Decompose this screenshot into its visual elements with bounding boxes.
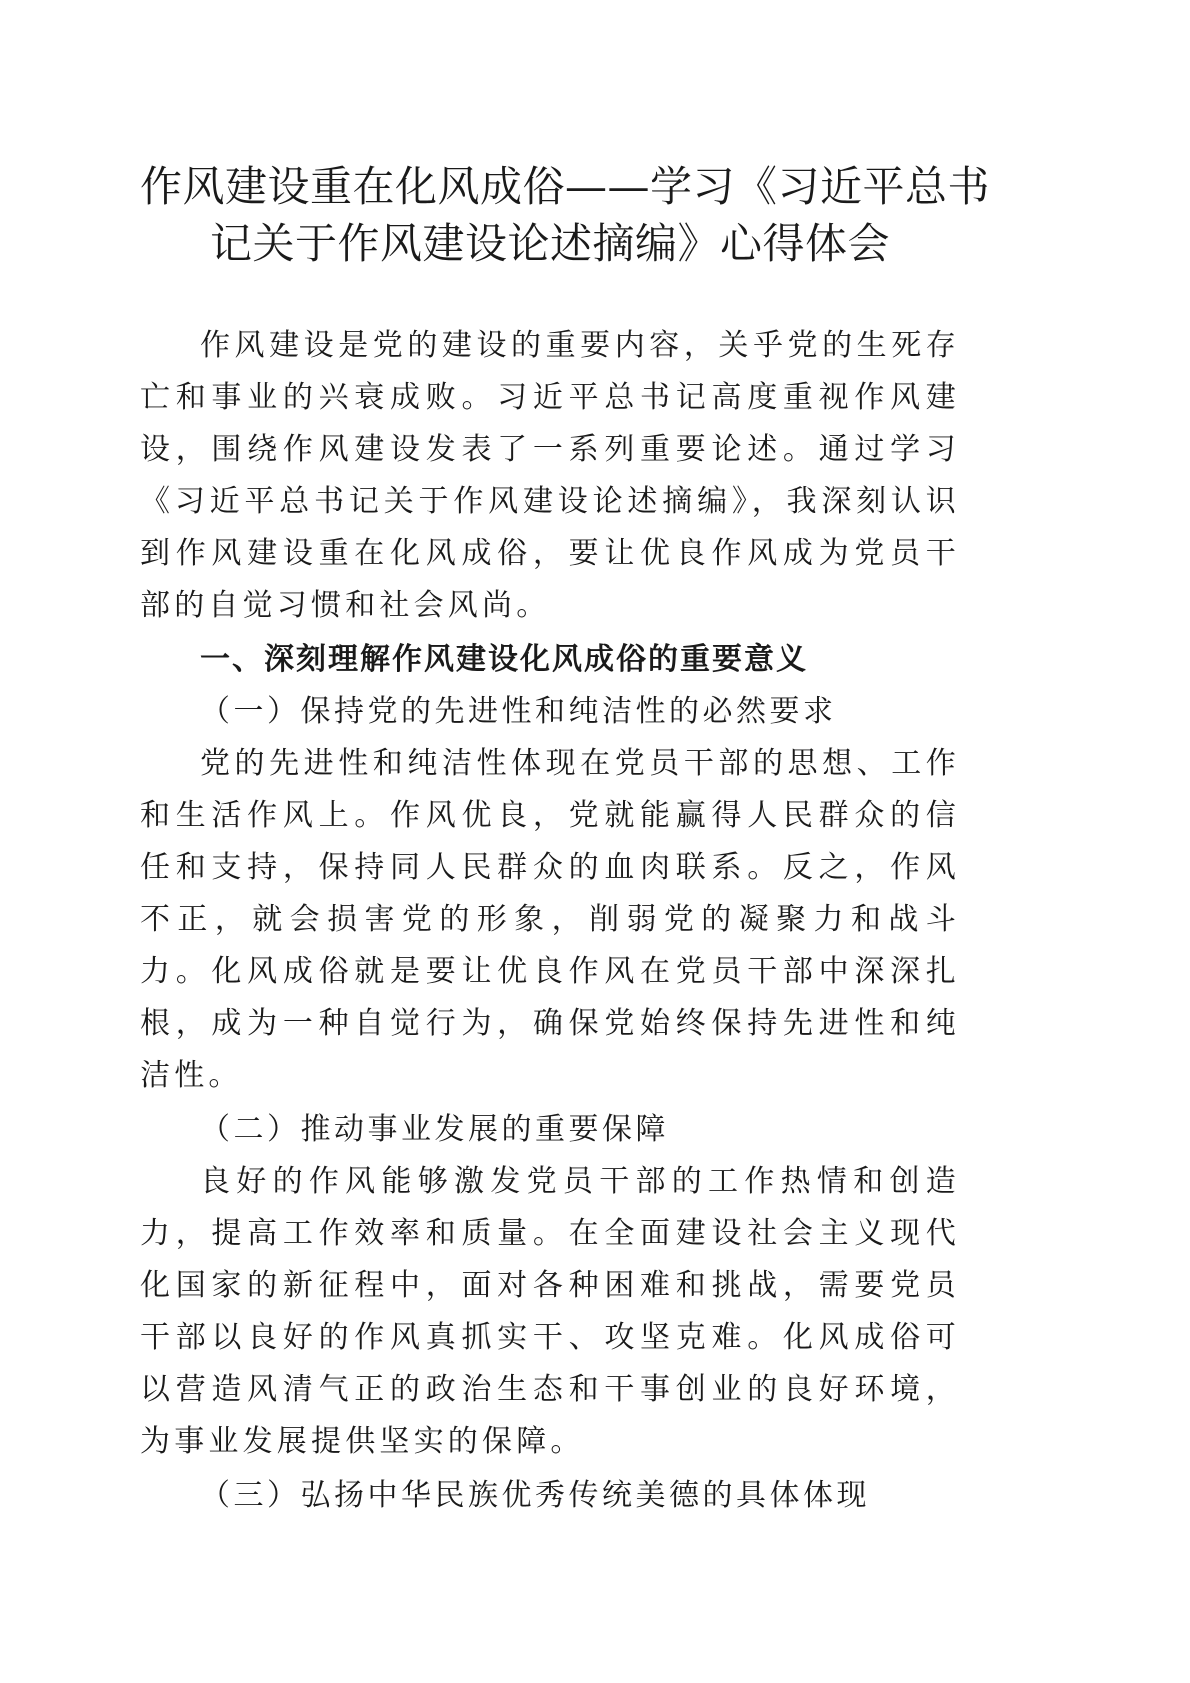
document-body	[140, 320, 960, 1522]
title-line-2: 记关于作风建设论述摘编》心得体会	[209, 219, 890, 268]
subsection-1-paragraph: 党的先进性和纯洁性体现在党员干部的思想、工作和生活作风上。作风优良，党就能赢得人民群众的信任和支持，保持同人民群众的血肉联系。反之，作风不正，就会损害党的形象，削弱党的凝聚力和战斗力。化风成俗就是要让优良作风在党员干部中深深扎根，成为一种自觉行为，确保党始终保持先进性和纯洁性。	[140, 746, 960, 1093]
title-line-1: 作风建设重在化风成俗——学习《习近平总书	[140, 162, 991, 211]
subsection-3-heading: （三）弘扬中华民族优秀传统美德的具体体现	[200, 1478, 870, 1513]
section-1-heading: 一、深刻理解作风建设化风成俗的重要意义	[200, 642, 808, 677]
subsection-1-heading: （一）保持党的先进性和纯洁性的必然要求	[200, 694, 837, 729]
subsection-2-heading: （二）推动事业发展的重要保障	[200, 1112, 669, 1147]
intro-paragraph: 作风建设是党的建设的重要内容，关乎党的生死存亡和事业的兴衰成败。习近平总书记高度重视作风建设，围绕作风建设发表了一系列重要论述。通过学习《习近平总书记关于作风建设论述摘编》，我深刻认识到作风建设重在化风成俗，要让优良作风成为党员干部的自觉习惯和社会风尚。	[140, 328, 960, 623]
subsection-2-paragraph: 良好的作风能够激发党员干部的工作热情和创造力，提高工作效率和质量。在全面建设社会主义现代化国家的新征程中，面对各种困难和挑战，需要党员干部以良好的作风真抓实干、攻坚克难。化风成俗可以营造风清气正的政治生态和干事创业的良好环境，为事业发展提供坚实的保障。	[140, 1164, 960, 1459]
document-title	[140, 158, 991, 272]
